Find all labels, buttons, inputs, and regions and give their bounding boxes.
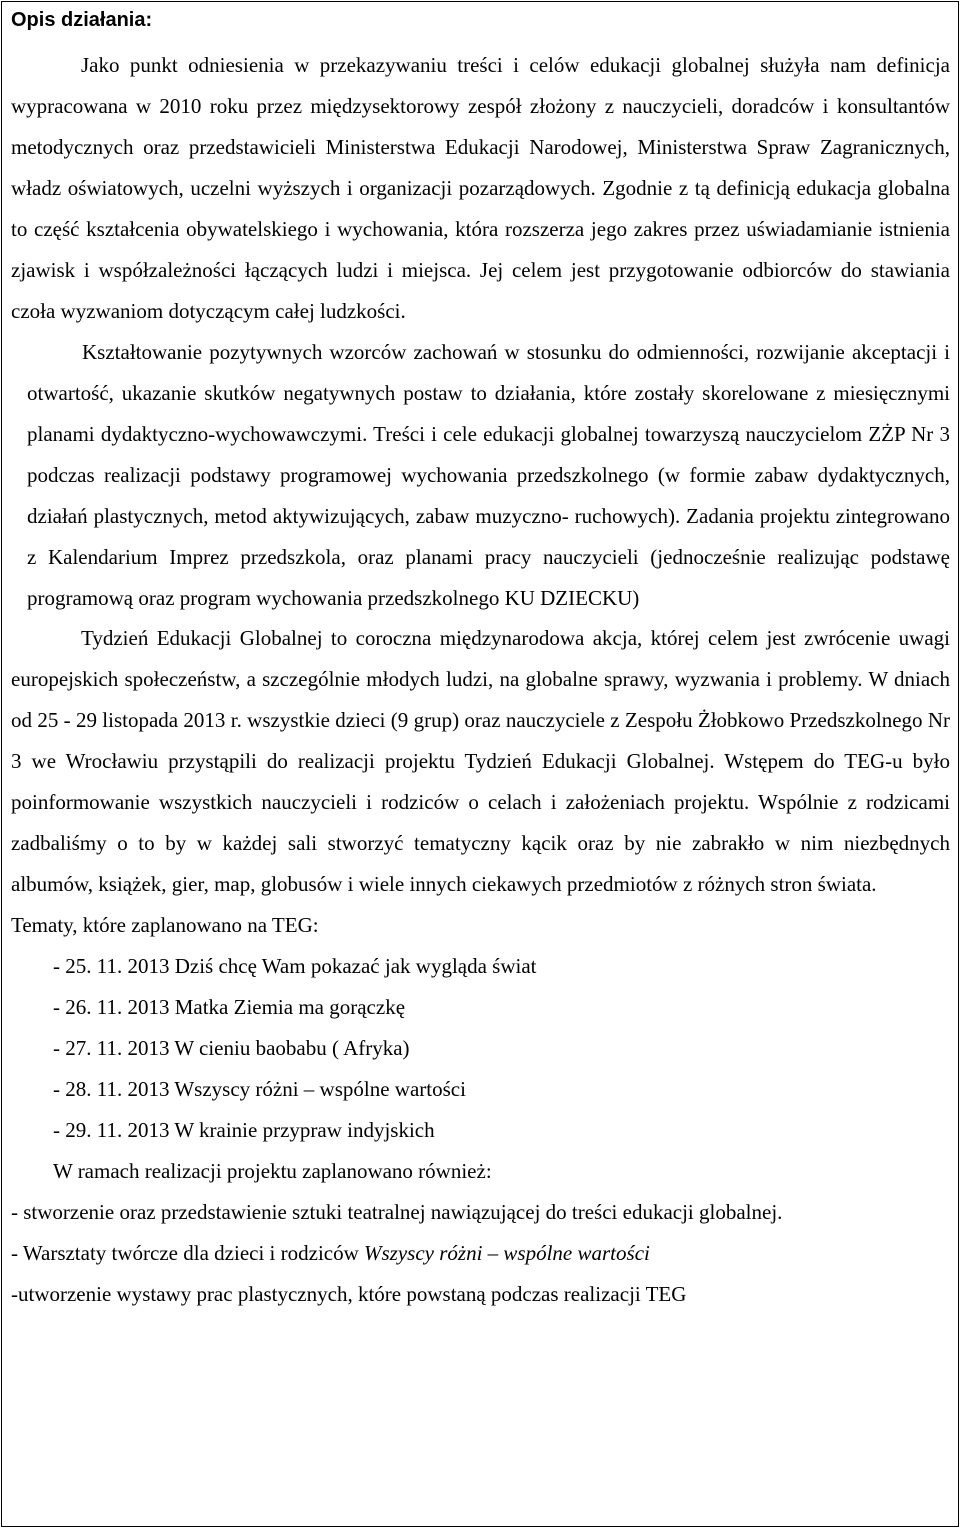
also-item-theatre: - stworzenie oraz przedstawienie sztuki teatralnej nawiązującej do treści edukacji globalnej.	[11, 1200, 783, 1224]
also-item-workshops	[11, 1233, 950, 1274]
topics-intro: Tematy, które zaplanowano na TEG:	[11, 913, 319, 937]
topic-item: - 27. 11. 2013 W cieniu baobabu ( Afryka)	[53, 1036, 410, 1060]
section-heading: Opis działania:	[11, 9, 153, 31]
also-intro: W ramach realizacji projektu zaplanowano również:	[53, 1159, 492, 1183]
also-item-exhibition: -utworzenie wystawy prac plastycznych, które powstaną podczas realizacji TEG	[11, 1282, 687, 1306]
topic-item: - 25. 11. 2013 Dziś chcę Wam pokazać jak wygląda świat	[53, 954, 537, 978]
paragraph-definition: Jako punkt odniesienia w przekazywaniu treści i celów edukacji globalnej służyła nam definicja wypracowana w 2010 roku przez międzysektorowy zespół złożony z nauczycieli, doradców i konsultantów metodycznych oraz przedstawicieli Ministerstwa Edukacji Narodowej, Ministerstwa Spraw Zagranicznych, władz oświatowych, uczelni wyższych i organizacji pozarządowych. Zgodnie z tą definicją edukacja globalna to część kształcenia obywatelskiego i wychowania, która rozszerza jego zakres przez uświadamianie istnienia zjawisk i współzależności łączących ludzi i miejsca. Jej celem jest przygotowanie odbiorców do stawiania czoła wyzwaniom dotyczącym całej ludzkości.	[11, 53, 950, 323]
topic-item: - 28. 11. 2013 Wszyscy różni – wspólne wartości	[53, 1077, 466, 1101]
topics-list	[11, 946, 950, 1151]
also-item-workshops-title: Wszyscy różni – wspólne wartości	[364, 1241, 650, 1265]
topic-item: - 29. 11. 2013 W krainie przypraw indyjskich	[53, 1118, 435, 1142]
paragraph-teg: Tydzień Edukacji Globalnej to coroczna międzynarodowa akcja, której celem jest zwrócenie uwagi europejskich społeczeństw, a szczególnie młodych ludzi, na globalne sprawy, wyzwania i problemy. W dniach od 25 - 29 listopada 2013 r. wszystkie dzieci (9 grup) oraz nauczyciele z Zespołu Żłobkowo Przedszkolnego Nr 3 we Wrocławiu przystąpili do realizacji projektu Tydzień Edukacji Globalnej. Wstępem do TEG-u było poinformowanie wszystkich nauczycieli i rodziców o celach i założeniach projektu. Wspólnie z rodzicami zadbaliśmy o to by w każdej sali stworzyć tematyczny kącik oraz by nie zabrakło w nim niezbędnych albumów, książek, gier, map, globusów i wiele innych ciekawych przedmiotów z różnych stron świata.	[11, 626, 950, 896]
document-page	[1, 1, 959, 1527]
topic-item: - 26. 11. 2013 Matka Ziemia ma gorączkę	[53, 995, 406, 1019]
also-item-workshops-prefix: - Warsztaty twórcze dla dzieci i rodziców	[11, 1241, 365, 1265]
paragraph-patterns: Kształtowanie pozytywnych wzorców zachowań w stosunku do odmienności, rozwijanie akceptacji i otwartość, ukazanie skutków negatywnych postaw to działania, które zostały skorelowane z miesięcznymi planami dydaktyczno-wychowawczymi. Treści i cele edukacji globalnej towarzyszą nauczycielom ZŻP Nr 3 podczas realizacji podstawy programowej wychowania przedszkolnego (w formie zabaw dydaktycznych, działań plastycznych, metod aktywizujących, zabaw muzyczno- ruchowych). Zadania projektu zintegrowano z Kalendarium Imprez przedszkola, oraz planami pracy nauczycieli (jednocześnie realizując podstawę programową oraz program wychowania przedszkolnego KU DZIECKU)	[27, 340, 950, 610]
